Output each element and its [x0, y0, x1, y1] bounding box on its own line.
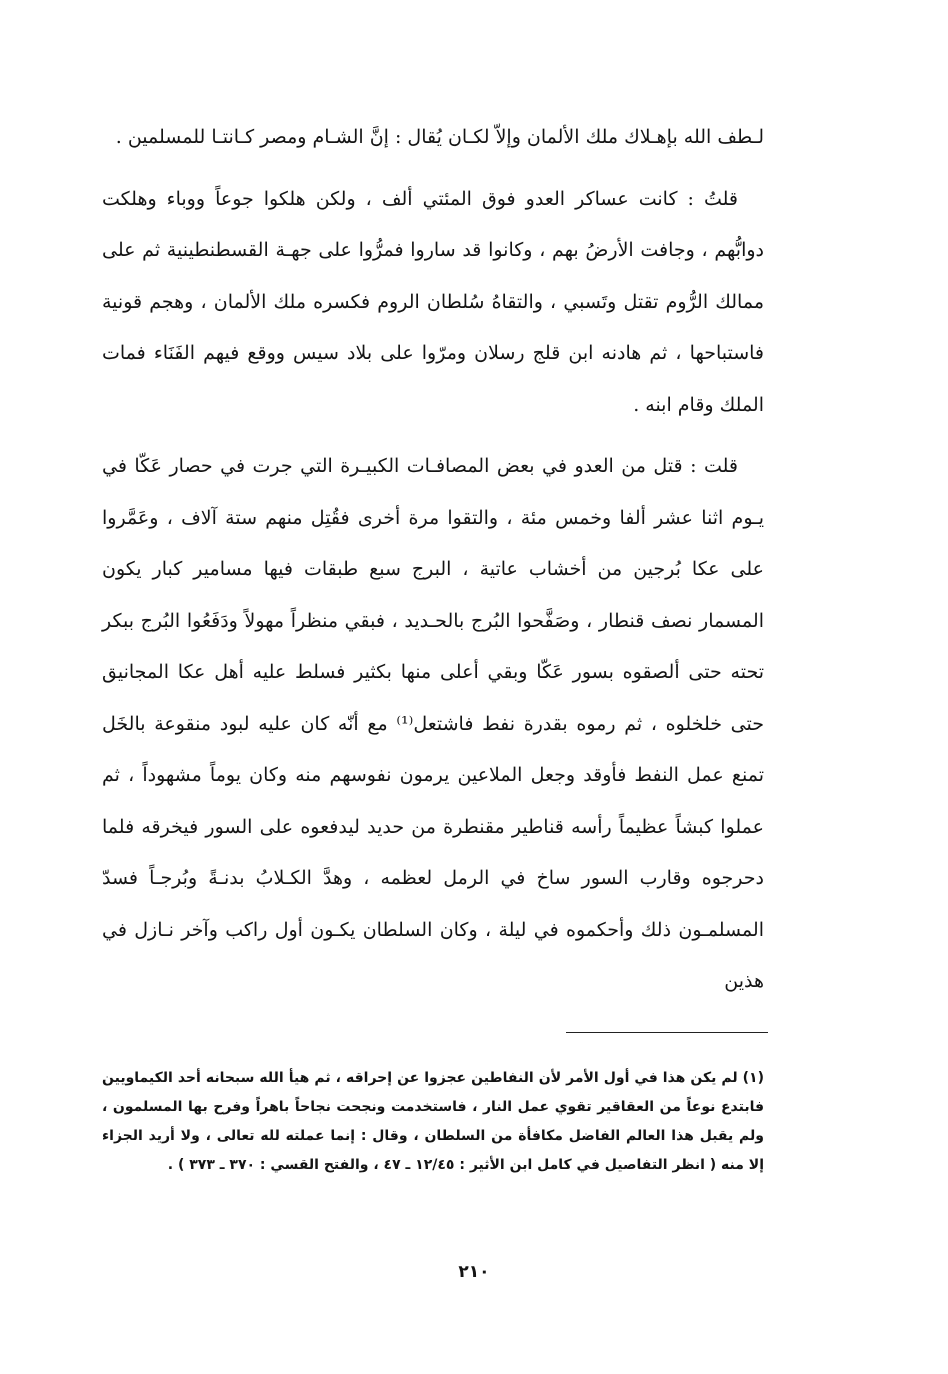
page-number: ٢١٠ — [458, 1262, 490, 1282]
paragraph-continuation: لـطف الله بإهـلاك ملك الألمان وإلاّ لكـان يُقال : إنَّ الشـام ومصر كـانتـا للمسلمين . — [115, 126, 764, 148]
footnote-separator — [566, 1032, 768, 1033]
footnote: (١) لم يكن هذا في أول الأمر لأن النفاطين عجزوا عن إحراقه ، ثم هيأ الله سبحانه أحد الكيماويين فابتدع نوعاً من العقاقير تقوي عمل النار ، فاستخدمت ونجحت نجاحاً باهراً وفرح بها المسلمون ، ولم يقبل هذا العالم الفاضل مكافأة من السلطان ، وقال : إنما عملته لله تعالى ، ولا أريد الجزاء إلا منه ( انظر التفاصيل في كامل ابن الأثير : ١٢/٤٥ ـ ٤٧ ، والفتح القسي : ٣٧٠ ـ ٣٧٣ ) . — [102, 1070, 764, 1173]
paragraph-siege-of-acre: قلت : قتل من العدو في بعض المصافـات الكبيـرة التي جرت في حصار عَكّا في يـوم اثنا عشر ألفا وخمس مئة ، والتقوا مرة أخرى فقُتِل منهم ستة آلاف ، وعَمَّروا على عكا بُرجين من أخشاب عاتية ، البرج سبع طبقات فيها مسامير كبار يكون المسمار نصف قنطار ، وصَفَّحوا البُرج بالحـديد ، فبقي منظراً مهولاً ودَفَعُوا البُرج ببكر تحته حتى ألصقوه بسور عَكّا وبقي أعلى منها بكثير فسلط عليه أهل عكا المجانيق حتى خلخلوه ، ثم رموه بقدرة نفط فاشتعل⁽¹⁾ مع أنّه كان عليه لبود منقوعة بالخَل تمنع عمل النفط فأوقد وجعل الملاعين يرمون نفوسهم منه وكان يوماً مشهوداً ، ثم عملوا كبشاً عظيماً رأسه قناطير مقنطرة من حديد ليدفعوه على السور فيخرقه فلما دحرجوه وقارب السور ساخ في الرمل لعظمه ، وهدَّ الكـلابُ بدنـةً وبُرجـاً فسدّ المسلمـون ذلك وأحكموه في ليلة ، وكان السلطان يكـون أول راكب وآخر نـازل في هذين — [102, 455, 764, 992]
body-text — [102, 112, 764, 1008]
paragraph-army-losses: قلتُ : كانت عساكر العدو فوق المئتي ألف ، ولكن هلكوا جوعاً ووباء وهلكت دوابُّهم ، وجافت الأرضُ بهم ، وكانوا قد ساروا فمرُّوا على جهـة القسطنطينية ثم على ممالك الرُّوم تقتل وتَسبي ، والتقاهُ سُلطان الروم فكسره ملك الألمان ، وهجم قونية فاستباحها ، ثم هادنه ابن قلج رسلان ومرّوا على بلاد سيس ووقع فيهم الفَنَاء فمات الملك وقام ابنه . — [102, 187, 764, 416]
